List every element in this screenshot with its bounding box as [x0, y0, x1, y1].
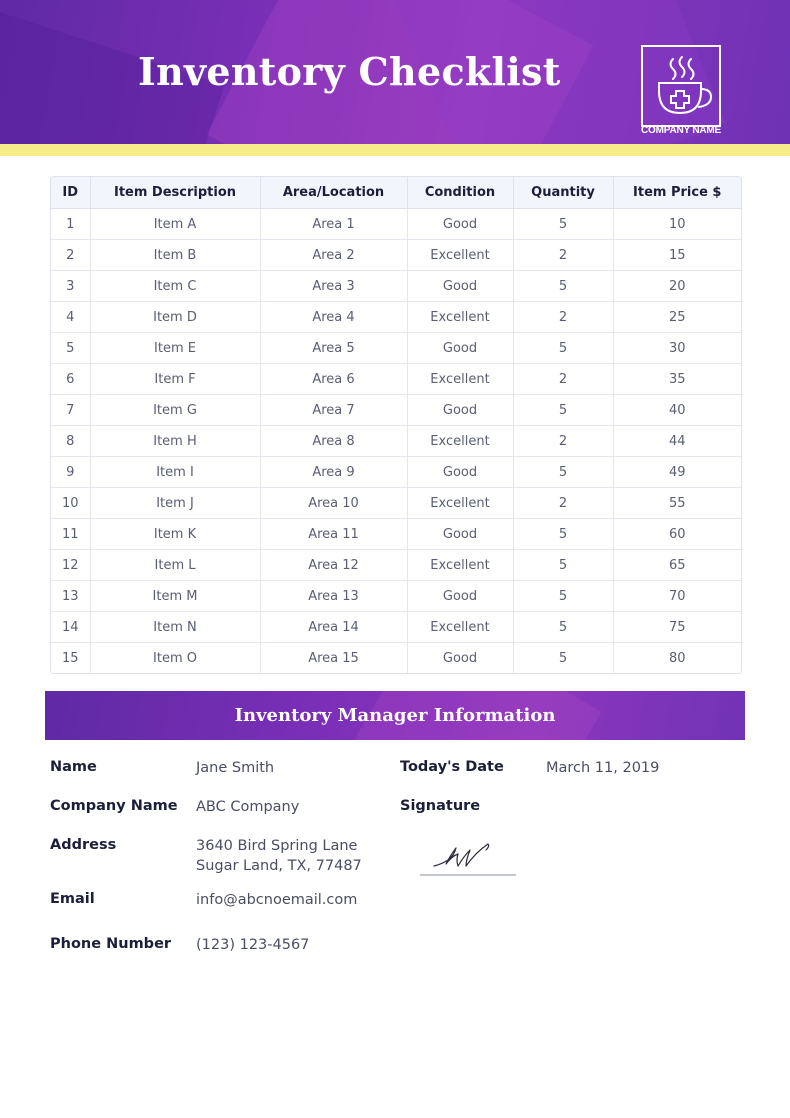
cell-condition: Good: [407, 519, 513, 550]
table-row: [51, 550, 741, 581]
manager-section-header: [45, 691, 745, 740]
page-title: Inventory Checklist: [138, 49, 561, 94]
column-header-quantity: Quantity: [513, 177, 613, 209]
cell-id: 15: [51, 643, 90, 674]
name-value: Jane Smith: [196, 760, 275, 776]
table-row: [51, 271, 741, 302]
cell-id: 4: [51, 302, 90, 333]
cell-location: Area 3: [260, 271, 407, 302]
table-row: [51, 364, 741, 395]
table-row: [51, 643, 741, 674]
cell-description: Item N: [90, 612, 260, 643]
cell-price: 55: [613, 488, 741, 519]
cell-quantity: 5: [513, 457, 613, 488]
cell-description: Item I: [90, 457, 260, 488]
cell-description: Item C: [90, 271, 260, 302]
cell-condition: Excellent: [407, 240, 513, 271]
date-value: March 11, 2019: [546, 760, 660, 776]
cell-condition: Good: [407, 643, 513, 674]
cell-description: Item K: [90, 519, 260, 550]
table-row: [51, 581, 741, 612]
table-row: [51, 395, 741, 426]
cell-location: Area 7: [260, 395, 407, 426]
cell-condition: Good: [407, 395, 513, 426]
cell-price: 40: [613, 395, 741, 426]
cell-quantity: 5: [513, 550, 613, 581]
address-line1: 3640 Bird Spring Lane: [196, 838, 358, 854]
cell-location: Area 6: [260, 364, 407, 395]
cell-description: Item O: [90, 643, 260, 674]
cell-id: 2: [51, 240, 90, 271]
cell-location: Area 8: [260, 426, 407, 457]
cell-price: 35: [613, 364, 741, 395]
cell-condition: Excellent: [407, 364, 513, 395]
email-value: info@abcnoemail.com: [196, 892, 358, 908]
table-header-row: [51, 177, 741, 209]
cell-location: Area 10: [260, 488, 407, 519]
date-label: Today's Date: [400, 759, 504, 775]
company-name-label: Company Name: [50, 798, 178, 814]
cell-id: 9: [51, 457, 90, 488]
cell-condition: Excellent: [407, 612, 513, 643]
cell-quantity: 2: [513, 426, 613, 457]
table-row: [51, 333, 741, 364]
table-row: [51, 519, 741, 550]
address-line2: Sugar Land, TX, 77487: [196, 858, 362, 874]
company-name-value: ABC Company: [196, 799, 300, 815]
cell-condition: Excellent: [407, 426, 513, 457]
cell-quantity: 5: [513, 519, 613, 550]
cell-id: 12: [51, 550, 90, 581]
cell-quantity: 2: [513, 302, 613, 333]
signature-image: [420, 836, 516, 878]
cell-price: 44: [613, 426, 741, 457]
logo-frame: [641, 45, 721, 127]
cell-id: 10: [51, 488, 90, 519]
phone-label: Phone Number: [50, 936, 172, 952]
cell-quantity: 2: [513, 240, 613, 271]
cell-id: 8: [51, 426, 90, 457]
address-label: Address: [50, 837, 117, 853]
header-banner: [0, 0, 790, 144]
cell-description: Item A: [90, 209, 260, 240]
cell-condition: Good: [407, 581, 513, 612]
cell-id: 5: [51, 333, 90, 364]
cell-condition: Excellent: [407, 550, 513, 581]
cell-price: 49: [613, 457, 741, 488]
cell-location: Area 5: [260, 333, 407, 364]
email-label: Email: [50, 891, 95, 907]
cell-quantity: 5: [513, 581, 613, 612]
column-header-condition: Condition: [407, 177, 513, 209]
cell-id: 14: [51, 612, 90, 643]
column-header-id: ID: [51, 177, 90, 209]
table-row: [51, 209, 741, 240]
company-logo: [641, 45, 721, 135]
cell-description: Item L: [90, 550, 260, 581]
cell-price: 75: [613, 612, 741, 643]
cell-quantity: 2: [513, 488, 613, 519]
cell-id: 1: [51, 209, 90, 240]
cell-price: 30: [613, 333, 741, 364]
table-body: [51, 209, 741, 674]
cell-location: Area 9: [260, 457, 407, 488]
cell-price: 70: [613, 581, 741, 612]
cell-location: Area 2: [260, 240, 407, 271]
accent-stripe: [0, 144, 790, 156]
column-header-price: Item Price $: [613, 177, 741, 209]
cell-id: 7: [51, 395, 90, 426]
cell-condition: Good: [407, 457, 513, 488]
signature-label: Signature: [400, 798, 481, 814]
cell-quantity: 5: [513, 612, 613, 643]
logo-text: COMPANY NAME: [640, 125, 721, 136]
cell-id: 13: [51, 581, 90, 612]
cell-quantity: 5: [513, 271, 613, 302]
cell-location: Area 11: [260, 519, 407, 550]
cell-description: Item B: [90, 240, 260, 271]
cell-price: 80: [668, 650, 686, 666]
name-label: Name: [50, 759, 97, 775]
table-row: [51, 612, 741, 643]
cell-price: 20: [613, 271, 741, 302]
inventory-table-container: [50, 176, 742, 674]
coffee-cup-icon: [651, 51, 713, 119]
table-row: [51, 426, 741, 457]
cell-price: 60: [613, 519, 741, 550]
cell-price: 15: [613, 240, 741, 271]
cell-description: Item H: [90, 426, 260, 457]
phone-value: (123) 123-4567: [196, 937, 310, 953]
cell-quantity: 5: [513, 395, 613, 426]
inventory-table: [51, 177, 741, 673]
cell-location: Area 1: [260, 209, 407, 240]
cell-condition: Good: [407, 209, 513, 240]
cell-description: Item F: [90, 364, 260, 395]
cell-description: Item J: [90, 488, 260, 519]
cell-location: Area 14: [260, 612, 407, 643]
cell-location: Area 13: [260, 581, 407, 612]
cell-condition: Good: [407, 271, 513, 302]
cell-description: Item D: [90, 302, 260, 333]
cell-quantity: 5: [513, 643, 613, 674]
cell-id: 6: [51, 364, 90, 395]
cell-id: 3: [51, 271, 90, 302]
cell-quantity: 5: [513, 209, 613, 240]
cell-location: Area 12: [260, 550, 407, 581]
cell-condition: Good: [407, 333, 513, 364]
cell-condition: Excellent: [407, 302, 513, 333]
cell-price: 25: [613, 302, 741, 333]
cell-condition: Excellent: [407, 488, 513, 519]
manager-section-title: Inventory Manager Information: [234, 705, 556, 726]
table-row: [51, 488, 741, 519]
column-header-description: Item Description: [90, 177, 260, 209]
cell-price: 10: [613, 209, 741, 240]
cell-price: 65: [613, 550, 741, 581]
cell-quantity: 5: [513, 333, 613, 364]
table-row: [51, 302, 741, 333]
cell-description: Item M: [90, 581, 260, 612]
cell-description: Item E: [90, 333, 260, 364]
cell-id: 11: [51, 519, 90, 550]
table-row: [51, 457, 741, 488]
cell-description: Item G: [90, 395, 260, 426]
cell-location: Area 15: [260, 643, 407, 674]
column-header-location: Area/Location: [260, 177, 407, 209]
cell-quantity: 2: [513, 364, 613, 395]
table-row: [51, 240, 741, 271]
cell-location: Area 4: [260, 302, 407, 333]
